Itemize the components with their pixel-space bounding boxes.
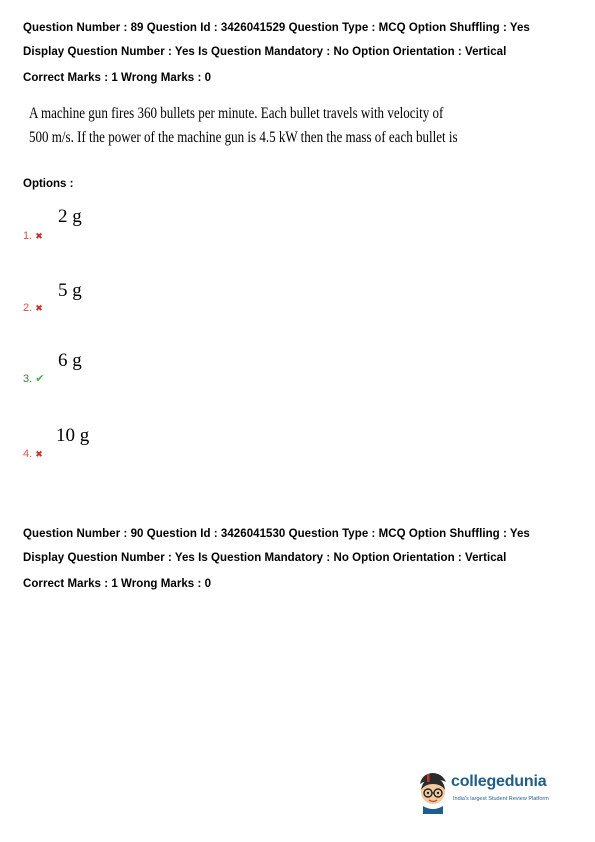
option-2-text: 5 g — [58, 280, 82, 301]
check-icon: ✔ — [35, 372, 45, 385]
collegedunia-logo — [414, 770, 574, 814]
mascot-icon — [414, 770, 452, 814]
cross-icon: ✖ — [35, 302, 43, 313]
q90-meta-line-2: Display Question Number : Yes Is Question Mandatory : No Option Orientation : Vertical — [23, 552, 507, 564]
option-1-label: 1. — [23, 230, 33, 242]
brand-name: collegedunia — [451, 773, 547, 790]
q89-question-text — [29, 102, 466, 150]
q89-meta-line-3: Correct Marks : 1 Wrong Marks : 0 — [23, 72, 212, 84]
option-2-number — [23, 302, 43, 314]
option-3-text: 6 g — [58, 350, 82, 371]
option-4-text: 10 g — [56, 425, 90, 446]
cross-icon: ✖ — [35, 230, 43, 241]
option-4-number — [23, 448, 43, 460]
q89-meta-line-1: Question Number : 89 Question Id : 3426041529 Question Type : MCQ Option Shuffling : Yes — [23, 22, 530, 34]
q89-question-line-1: A machine gun fires 360 bullets per minute. Each bullet travels with velocity of — [29, 105, 444, 122]
option-2-label: 2. — [23, 302, 33, 314]
option-4-label: 4. — [23, 448, 33, 460]
q89-meta-line-2: Display Question Number : Yes Is Question Mandatory : No Option Orientation : Vertical — [23, 46, 507, 58]
option-1-text: 2 g — [58, 206, 82, 227]
q90-meta-line-3: Correct Marks : 1 Wrong Marks : 0 — [23, 578, 212, 590]
option-3-label: 3. — [23, 373, 33, 385]
cross-icon: ✖ — [35, 448, 43, 459]
brand-tagline: India's largest Student Review Platform — [453, 796, 549, 802]
q90-meta-line-1: Question Number : 90 Question Id : 3426041530 Question Type : MCQ Option Shuffling : Yes — [23, 528, 530, 540]
option-3-number — [23, 373, 44, 385]
option-1-number — [23, 230, 43, 242]
q89-question-line-2: 500 m/s. If the power of the machine gun is 4.5 kW then the mass of each bullet is — [29, 129, 458, 146]
options-label: Options : — [23, 178, 74, 190]
